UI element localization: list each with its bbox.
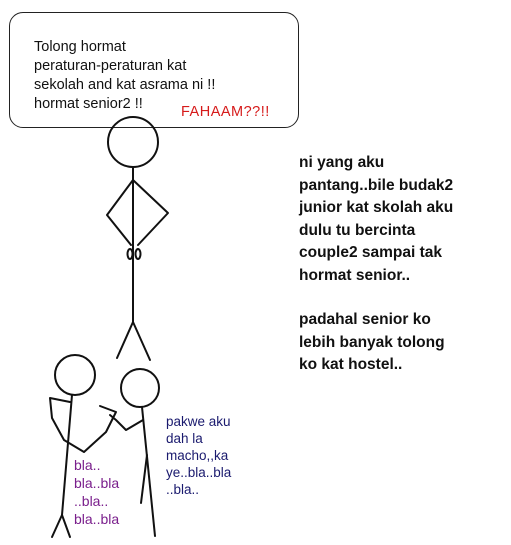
senior-right-hand bbox=[136, 249, 141, 259]
senior-left-leg bbox=[117, 322, 133, 358]
narration-text bbox=[299, 152, 505, 377]
senior-speech-text: Tolong hormat peraturan-peraturan kat sekolah and kat asrama ni !! hormat senior2 !! bbox=[34, 39, 216, 112]
senior-right-arm bbox=[133, 180, 168, 245]
senior-stick-figure bbox=[107, 117, 168, 360]
left-junior-right-leg bbox=[62, 515, 70, 537]
senior-right-leg bbox=[133, 322, 150, 360]
narration-paragraph-1: ni yang aku pantang..bile budak2 junior kat skolah aku dulu tu bercinta couple2 sampai tak hormat senior.. bbox=[299, 154, 454, 284]
left-junior-body bbox=[62, 395, 72, 515]
left-junior-head bbox=[55, 355, 95, 395]
left-junior-arm bbox=[50, 398, 116, 452]
right-junior-arm bbox=[110, 415, 143, 430]
right-junior-head bbox=[121, 369, 159, 407]
senior-left-hand bbox=[128, 249, 133, 259]
senior-head bbox=[108, 117, 158, 167]
shout-text: FAHAAM??!! bbox=[181, 104, 270, 120]
right-junior-arm-2 bbox=[141, 455, 147, 503]
right-junior-speech: pakwe aku dah la macho,,ka ye..bla..bla ..bla.. bbox=[166, 414, 232, 497]
narration-paragraph-2: padahal senior ko lebih banyak tolong ko kat hostel.. bbox=[299, 311, 445, 373]
senior-left-arm bbox=[107, 180, 133, 245]
left-junior-left-leg bbox=[52, 515, 62, 537]
left-junior-speech: bla.. bla..bla ..bla.. bla..bla bbox=[74, 457, 120, 527]
